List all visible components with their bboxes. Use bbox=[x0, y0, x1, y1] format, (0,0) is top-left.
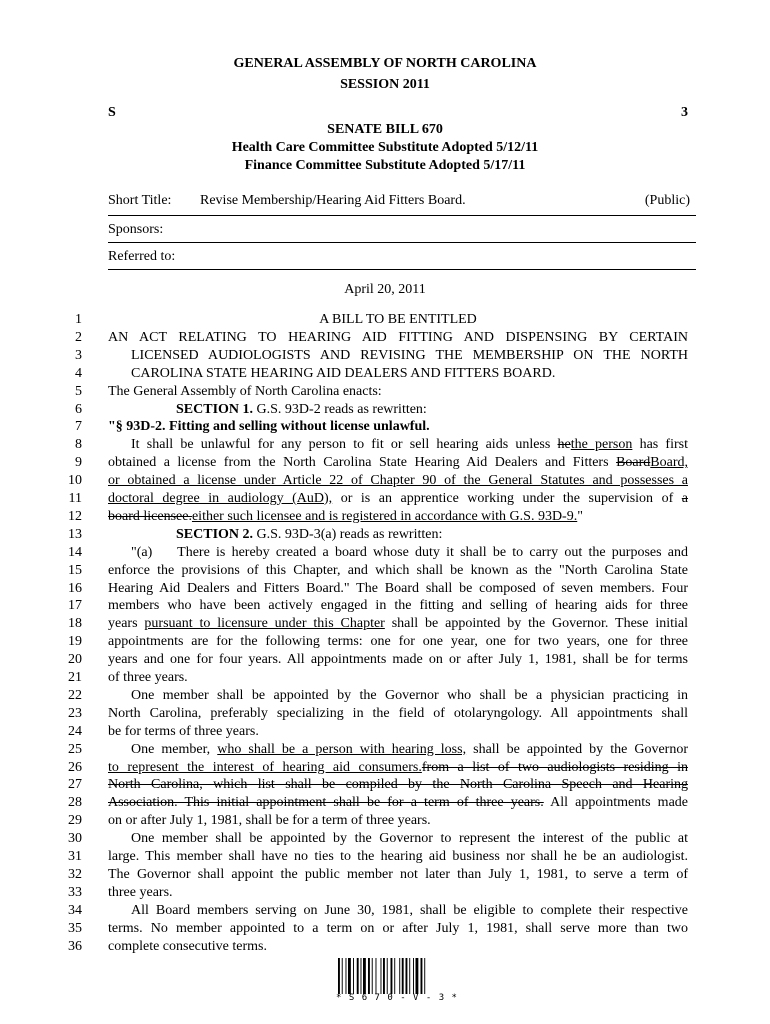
line-text bbox=[108, 508, 688, 526]
line-number: 1 bbox=[75, 312, 82, 327]
barcode-bar bbox=[387, 958, 388, 994]
barcode-bar bbox=[406, 958, 408, 994]
barcode-bar bbox=[421, 958, 423, 994]
line-text bbox=[108, 848, 688, 866]
text-segment: G.S. 93D-3(a) reads as rewritten: bbox=[253, 526, 443, 542]
bill-line bbox=[0, 490, 770, 508]
text-segment: three years. bbox=[108, 884, 173, 900]
text-segment: It shall be unlawful for any person to fit or sell hearing aids unless bbox=[131, 437, 558, 453]
line-number: 9 bbox=[75, 455, 82, 471]
text-segment: One member shall be appointed by the Governor to represent the interest of the public at bbox=[131, 831, 688, 847]
line-number: 10 bbox=[68, 473, 82, 489]
barcode-bar bbox=[383, 958, 385, 994]
struck-text: board licensee. bbox=[108, 508, 192, 524]
text-segment: The Governor shall appoint the public member not later than July 1, 1981, to serve a term of bbox=[108, 866, 688, 882]
barcode-image bbox=[338, 958, 456, 994]
short-title: Revise Membership/Hearing Aid Fitters Board. bbox=[200, 193, 466, 208]
line-text bbox=[108, 454, 688, 472]
chamber-letter: S bbox=[108, 105, 116, 120]
struck-text: North Carolina, which list shall be compiled by the North Carolina Speech and Hearing bbox=[108, 777, 688, 793]
bill-line bbox=[0, 436, 770, 454]
bill-line bbox=[0, 902, 770, 920]
barcode-bar bbox=[357, 958, 359, 994]
struck-text: he bbox=[557, 437, 571, 453]
line-text bbox=[108, 329, 688, 347]
rule-2 bbox=[108, 242, 696, 243]
line-text bbox=[131, 436, 688, 454]
line-number: 17 bbox=[68, 598, 82, 614]
barcode-bar bbox=[402, 958, 404, 994]
line-number: 3 bbox=[75, 347, 82, 363]
line-number: 16 bbox=[68, 580, 82, 596]
line-number: 25 bbox=[68, 741, 82, 757]
line-number: 31 bbox=[68, 849, 82, 864]
text-segment: terms. No member appointed to a term on or after July 1, 1981, shall serve more than two bbox=[108, 920, 688, 936]
text-segment: has first bbox=[632, 437, 688, 453]
bill-line bbox=[0, 526, 770, 544]
bill-line bbox=[0, 580, 770, 598]
bill-line bbox=[0, 597, 770, 615]
barcode-bar bbox=[409, 958, 410, 994]
text-segment: shall be appointed by the Governor bbox=[466, 741, 688, 757]
line-text bbox=[131, 347, 688, 365]
line-text bbox=[108, 651, 688, 669]
barcode-bar bbox=[338, 958, 340, 994]
bill-line bbox=[0, 329, 770, 347]
text-segment: Hearing Aid Dealers and Fitters Board." The Board shall be composed of seven members. Four bbox=[108, 580, 688, 596]
text-segment: " bbox=[577, 508, 583, 524]
line-text bbox=[108, 472, 688, 490]
line-number: 11 bbox=[68, 491, 82, 506]
bill-line bbox=[0, 347, 770, 365]
bill-line bbox=[0, 365, 770, 383]
bill-line bbox=[0, 705, 770, 723]
line-number: 20 bbox=[68, 652, 82, 668]
text-segment: appointments are for the following terms: one for one year, one for two years, one for three bbox=[108, 634, 688, 650]
bill-line bbox=[0, 401, 770, 419]
inserted-text: the person bbox=[570, 437, 633, 453]
barcode-bar bbox=[376, 958, 377, 994]
text-segment: CAROLINA STATE HEARING AID DEALERS AND FITTERS BOARD. bbox=[131, 365, 556, 381]
line-number: 32 bbox=[68, 866, 82, 882]
line-text bbox=[108, 580, 688, 598]
barcode-bar bbox=[346, 958, 347, 994]
text-segment: enforce the provisions of this Chapter, and which shall be known as the "North Carolina State bbox=[108, 562, 688, 578]
line-text bbox=[108, 938, 688, 956]
line-text bbox=[176, 526, 688, 544]
barcode-bar bbox=[391, 958, 393, 994]
line-number: 8 bbox=[75, 437, 82, 453]
line-number: 21 bbox=[68, 670, 82, 685]
line-text bbox=[176, 401, 688, 419]
text-segment: The General Assembly of North Carolina enacts: bbox=[108, 383, 382, 399]
bill-line bbox=[0, 472, 770, 490]
bill-line bbox=[0, 741, 770, 759]
text-segment: One member shall be appointed by the Governor who shall be a physician practicing in bbox=[131, 687, 688, 703]
barcode-bar bbox=[368, 958, 370, 994]
line-number: 22 bbox=[68, 687, 82, 703]
barcode-bar bbox=[372, 958, 373, 994]
text-segment: All Board members serving on June 30, 1981, shall be eligible to complete their respective bbox=[131, 902, 688, 918]
struck-text: Association. This initial appointment shall be for a term of three years. bbox=[108, 795, 544, 811]
session-title: SESSION 2011 bbox=[340, 77, 430, 92]
text-segment: members who have been actively engaged in the fitting and selling of hearing aids for three bbox=[108, 598, 688, 614]
inserted-text: either such licensee and is registered in accordance with G.S. 93D-9. bbox=[191, 508, 578, 524]
bill-line bbox=[0, 812, 770, 830]
assembly-title: GENERAL ASSEMBLY OF NORTH CAROLINA bbox=[233, 56, 537, 71]
barcode-bar bbox=[394, 958, 395, 994]
text-segment: complete consecutive terms. bbox=[108, 938, 267, 954]
barcode-bar bbox=[363, 958, 366, 994]
line-number: 7 bbox=[75, 419, 82, 435]
struck-text: from a list of two audiologists residing in bbox=[421, 759, 688, 775]
inserted-text: who shall be a person with hearing loss, bbox=[217, 741, 467, 757]
text-segment: be for terms of three years. bbox=[108, 723, 259, 739]
bill-line bbox=[0, 830, 770, 848]
bill-line bbox=[0, 920, 770, 938]
text-segment: of three years. bbox=[108, 670, 188, 685]
line-text bbox=[108, 418, 688, 436]
inserted-text: Board, bbox=[650, 455, 688, 471]
bill-line bbox=[0, 418, 770, 436]
line-number: 28 bbox=[68, 795, 82, 811]
bill-date: April 20, 2011 bbox=[344, 282, 426, 297]
line-number: 27 bbox=[68, 777, 82, 793]
line-number: 30 bbox=[68, 831, 82, 847]
line-number: 19 bbox=[68, 634, 82, 650]
bill-line bbox=[0, 311, 770, 329]
line-text bbox=[131, 365, 688, 383]
bill-line bbox=[0, 794, 770, 812]
referred-label: Referred to: bbox=[108, 249, 176, 264]
text-segment: years bbox=[108, 616, 145, 632]
text-segment: SECTION 2. bbox=[176, 526, 254, 542]
line-number: 36 bbox=[68, 938, 82, 954]
inserted-text: or obtained a license under Article 22 of Chapter 90 of the General Statutes and possesses a bbox=[108, 473, 688, 489]
text-segment: SECTION 1. bbox=[176, 401, 254, 417]
barcode-bar bbox=[424, 958, 425, 994]
text-segment: or is an apprentice working under the supervision of bbox=[332, 491, 682, 506]
text-segment: A BILL TO BE ENTITLED bbox=[319, 312, 477, 327]
edition-number: 3 bbox=[681, 105, 688, 120]
substitute-line-2: Finance Committee Substitute Adopted 5/17/11 bbox=[244, 158, 526, 173]
line-number: 6 bbox=[75, 401, 82, 417]
text-segment: North Carolina, preferably specializing in the field of otolaryngology. All appointments shall bbox=[108, 705, 688, 721]
bill-line bbox=[0, 776, 770, 794]
line-number: 5 bbox=[75, 383, 82, 399]
line-text bbox=[108, 866, 688, 884]
bill-line bbox=[0, 938, 770, 956]
bill-line bbox=[0, 848, 770, 866]
line-text bbox=[131, 830, 688, 848]
text-segment: "(a) There is hereby created a board whose duty it shall be to carry out the purposes and bbox=[131, 544, 688, 560]
line-text bbox=[108, 597, 688, 615]
line-text bbox=[131, 741, 688, 759]
line-text bbox=[108, 615, 688, 633]
bill-line bbox=[0, 383, 770, 401]
line-text bbox=[131, 902, 688, 920]
bill-line bbox=[0, 633, 770, 651]
line-text bbox=[108, 884, 688, 902]
line-number: 13 bbox=[68, 526, 82, 542]
line-number: 2 bbox=[75, 329, 82, 345]
barcode-bar bbox=[416, 958, 419, 994]
line-text bbox=[108, 562, 688, 580]
inserted-text: to represent the interest of hearing aid consumers. bbox=[108, 759, 422, 775]
text-segment: AN ACT RELATING TO HEARING AID FITTING AND DISPENSING BY CERTAIN bbox=[108, 329, 688, 345]
line-text bbox=[108, 759, 688, 777]
bill-line bbox=[0, 562, 770, 580]
text-segment: All appointments made bbox=[543, 795, 688, 811]
bill-line bbox=[0, 687, 770, 705]
line-number: 12 bbox=[68, 508, 82, 524]
line-text bbox=[108, 920, 688, 938]
line-number: 29 bbox=[68, 813, 82, 829]
text-segment: LICENSED AUDIOLOGISTS AND REVISING THE MEMBERSHIP ON THE NORTH bbox=[131, 347, 688, 363]
struck-text: a bbox=[681, 491, 688, 506]
bill-line bbox=[0, 669, 770, 687]
line-number: 18 bbox=[68, 616, 82, 632]
line-text bbox=[108, 776, 688, 794]
barcode-bar bbox=[348, 958, 351, 994]
substitute-line-1: Health Care Committee Substitute Adopted 5/12/11 bbox=[231, 140, 539, 155]
line-number: 24 bbox=[68, 723, 82, 739]
line-text bbox=[108, 633, 688, 651]
line-number: 23 bbox=[68, 705, 82, 721]
line-number: 34 bbox=[68, 902, 82, 918]
bill-line bbox=[0, 884, 770, 902]
barcode-bar bbox=[381, 958, 382, 994]
line-text bbox=[108, 490, 688, 508]
line-text bbox=[131, 687, 688, 705]
line-text bbox=[131, 544, 688, 562]
line-text bbox=[108, 812, 688, 830]
bill-line bbox=[0, 866, 770, 884]
barcode-bar bbox=[413, 958, 414, 994]
rule-1 bbox=[108, 215, 696, 216]
barcode-bar bbox=[399, 958, 400, 994]
line-number: 14 bbox=[68, 544, 82, 560]
bill-line bbox=[0, 544, 770, 562]
bill-number: SENATE BILL 670 bbox=[327, 122, 443, 137]
bill-line bbox=[0, 454, 770, 472]
barcode-text: * S 6 7 0 - V - 3 * bbox=[336, 993, 458, 1003]
line-number: 4 bbox=[75, 365, 82, 381]
line-text bbox=[108, 723, 688, 741]
line-text bbox=[108, 669, 688, 687]
text-segment: on or after July 1, 1981, shall be for a term of three years. bbox=[108, 813, 431, 829]
text-segment: large. This member shall have no ties to the hearing aid business nor shall he be an audiologist. bbox=[108, 849, 688, 864]
line-number: 33 bbox=[68, 884, 82, 900]
text-segment: G.S. 93D-2 reads as rewritten: bbox=[253, 401, 427, 417]
short-title-label: Short Title: bbox=[108, 193, 172, 208]
bill-line bbox=[0, 508, 770, 526]
barcode-bar bbox=[353, 958, 354, 994]
barcode-bar bbox=[342, 958, 343, 994]
inserted-text: doctoral degree in audiology (AuD), bbox=[108, 491, 333, 506]
line-number: 15 bbox=[68, 562, 82, 578]
bill-line bbox=[0, 615, 770, 633]
text-segment: years and one for four years. All appointments made on or after July 1, 1981, shall be for terms bbox=[108, 652, 688, 668]
text-segment: obtained a license from the North Carolina State Hearing Aid Dealers and Fitters bbox=[108, 455, 617, 471]
bill-line bbox=[0, 759, 770, 777]
line-text bbox=[108, 705, 688, 723]
text-segment: "§ 93D-2. Fitting and selling without license unlawful. bbox=[108, 419, 430, 435]
struck-text: Board bbox=[616, 455, 651, 471]
line-text bbox=[108, 311, 688, 329]
bill-line bbox=[0, 651, 770, 669]
line-number: 26 bbox=[68, 759, 82, 775]
line-number: 35 bbox=[68, 920, 82, 936]
text-segment: shall be appointed by the Governor. These initial bbox=[384, 616, 688, 632]
line-text bbox=[108, 383, 688, 401]
text-segment: One member, bbox=[131, 741, 218, 757]
inserted-text: pursuant to licensure under this Chapter bbox=[144, 616, 385, 632]
public-marker: (Public) bbox=[644, 193, 690, 208]
rule-3 bbox=[108, 269, 696, 270]
bill-line bbox=[0, 723, 770, 741]
line-text bbox=[108, 794, 688, 812]
sponsors-label: Sponsors: bbox=[108, 222, 164, 237]
barcode-bar bbox=[361, 958, 362, 994]
